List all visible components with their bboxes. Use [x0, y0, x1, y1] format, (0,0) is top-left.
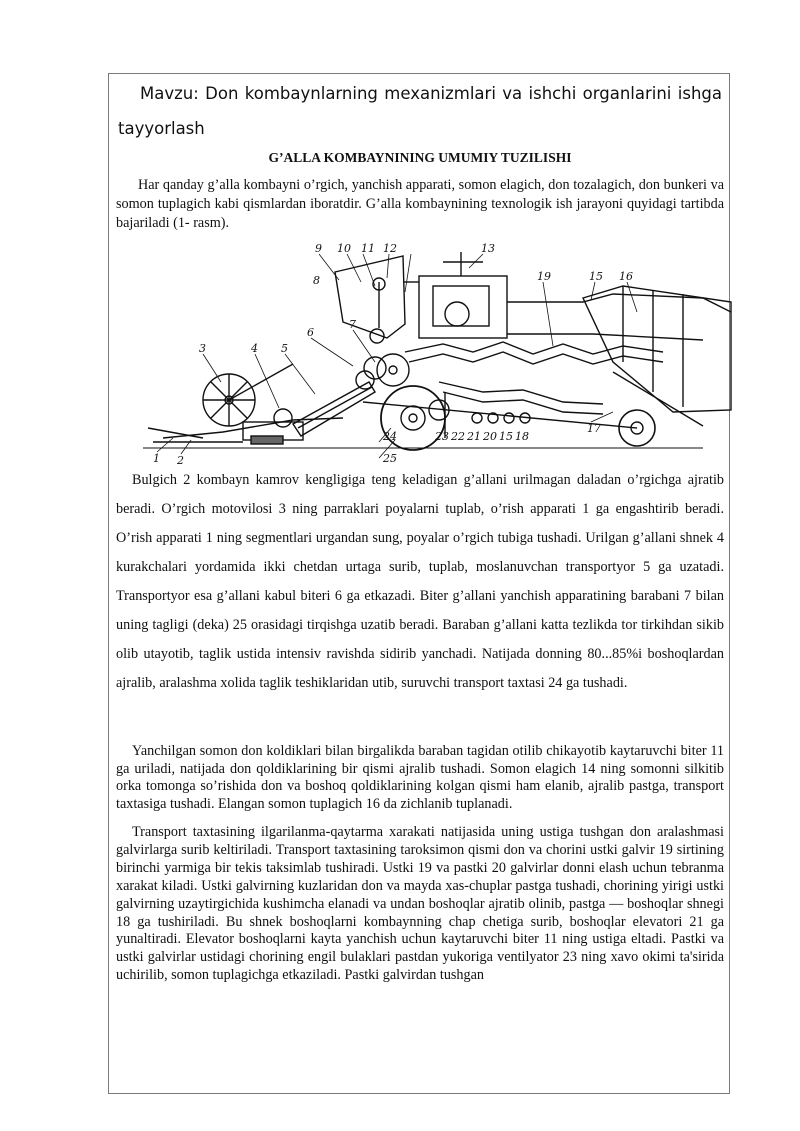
- figure-label: 11: [361, 242, 375, 255]
- figure-label: 4: [251, 342, 258, 355]
- figure-label: 7: [349, 318, 356, 331]
- figure-label: 15: [589, 270, 603, 283]
- topic-title: [118, 76, 722, 146]
- figure-label: 18: [515, 430, 529, 443]
- section-heading: G’ALLA KOMBAYNINING UMUMIY TUZILISHI: [268, 150, 572, 165]
- paragraph-yanchilgan: Yanchilgan somon don koldiklari bilan birgalikda baraban tagidan otilib chikayotib kaytaruvchi biter 11 ga uriladi, natijada don qoldiklarining bir qismi ajralib tushadi. Somon elagich 14 ning somonni silkitib orka tomonga so’rishida don va boshoq qoldiklarining kolgan qismi ham elanib, ajralib pastga, transport taxtasiga tushadi. Elangan somon tuplagich 16 da zichlanib tuplanadi.: [116, 743, 724, 812]
- topic-text: Mavzu: Don kombaynlarning mexanizmlari va ishchi organlarini ishga tayyorlash: [118, 84, 722, 138]
- figure-label: 9: [315, 242, 322, 255]
- combine-drawing: [143, 242, 733, 464]
- figure-label: 1: [153, 452, 160, 464]
- figure-label: 10: [337, 242, 351, 255]
- figure-label: 16: [619, 270, 633, 283]
- paragraph-transport: Transport taxtasining ilgarilanma-qaytarma xarakati natijasida uning ustiga tushgan don aralashmasi galvirlarga surib keltiriladi. Transport taxtasining taroksimon qismi don va chorini ustki galvir 19 sirtining birinchi yarmiga bir tekis taksimlab tushiradi. Ustki 19 va pastki 20 galvirlar donni elash uchun tebranma xarakat kiladi. Ustki galvirning kuzlaridan don va mayda xas-chuplar pastga tushadi, chorining yirigi ustki galvirning uzaytirgichida kushimcha elanadi va undan boshoqlar ajratib olinib, pastga — boshoqlar shnegi 18 ga tushiriladi. Bu shnek boshoqlarni kombaynning chap chetiga surib, boshoqlar elevatori 21 ga yunaltiradi. Elevator boshoqlarni kayta yanchish uchun kaytaruvchi biter 11 ning ustiga eltadi. Pastki va ustki galvirlar ustidagi chorining engil bulaklari pastdan yukoriga ventilyator 23 ning xavo okimi ta'sirida uchirilib, somon tuplagichga etkaziladi. Pastki galvirdan tushgan: [116, 824, 724, 984]
- figure-label: 20: [483, 430, 497, 443]
- figure-label: 5: [281, 342, 288, 355]
- figure-label: 23: [435, 430, 449, 443]
- figure-label: 17: [587, 422, 601, 435]
- paragraph-intro: Har qanday g’alla kombayni o’rgich, yanchish apparati, somon elagich, don tozalagich, don bunkeri va somon tuplagich kabi qismlardan iboratdir. G’alla kombaynining texnologik ish jarayoni quyidagi tartibda bajariladi (1- rasm).: [116, 177, 724, 231]
- combine-harvester-diagram: [143, 242, 733, 464]
- figure-label: 19: [537, 270, 551, 283]
- figure-label: 13: [481, 242, 495, 255]
- figure-label: 25: [383, 452, 397, 464]
- figure-label: 6: [307, 326, 314, 339]
- figure-label: 8: [313, 274, 320, 287]
- figure-label: 24: [383, 430, 397, 443]
- figure-label: 12: [383, 242, 397, 255]
- figure-label: 2: [177, 454, 184, 464]
- figure-label: 21: [467, 430, 481, 443]
- figure-label: 3: [199, 342, 206, 355]
- figure-label: 22: [451, 430, 465, 443]
- paragraph-bulgich: Bulgich 2 kombayn kamrov kengligiga teng keladigan g’allani urilmagan daladan o’rgichga ajratib beradi. O’rgich motovilosi 3 ning parraklari poyalarni tuplab, o’rish apparati 1 ga engashtirib beradi. O’rish apparati 1 ning segmentlari urgandan sung, poyalar o’rgich tubiga tushadi. Urilgan g’allani shnek 4 kurakchalari yordamida ikki chetdan urtaga surib, tuplab, moslanuvchan transportyor 5 ga uzatadi. Transportyor esa g’allani kabul biteri 6 ga etkazadi. Biter g’allani yanchish apparatining barabani 7 bilan uning tagligi (deka) 25 orasidagi tirqishga uzatib beradi. Baraban g’allani katta tezlikda tor tirkihdan sikib olib utayotib, taglik ustida intensiv ravishda sidirib yanchadi. Natijada donning 80...85%i boshoqlardan ajralib, aralashma xolida taglik teshiklaridan utib, suruvchi transport taxtasi 24 ga tushadi.: [116, 472, 724, 691]
- figure-label: 15: [499, 430, 513, 443]
